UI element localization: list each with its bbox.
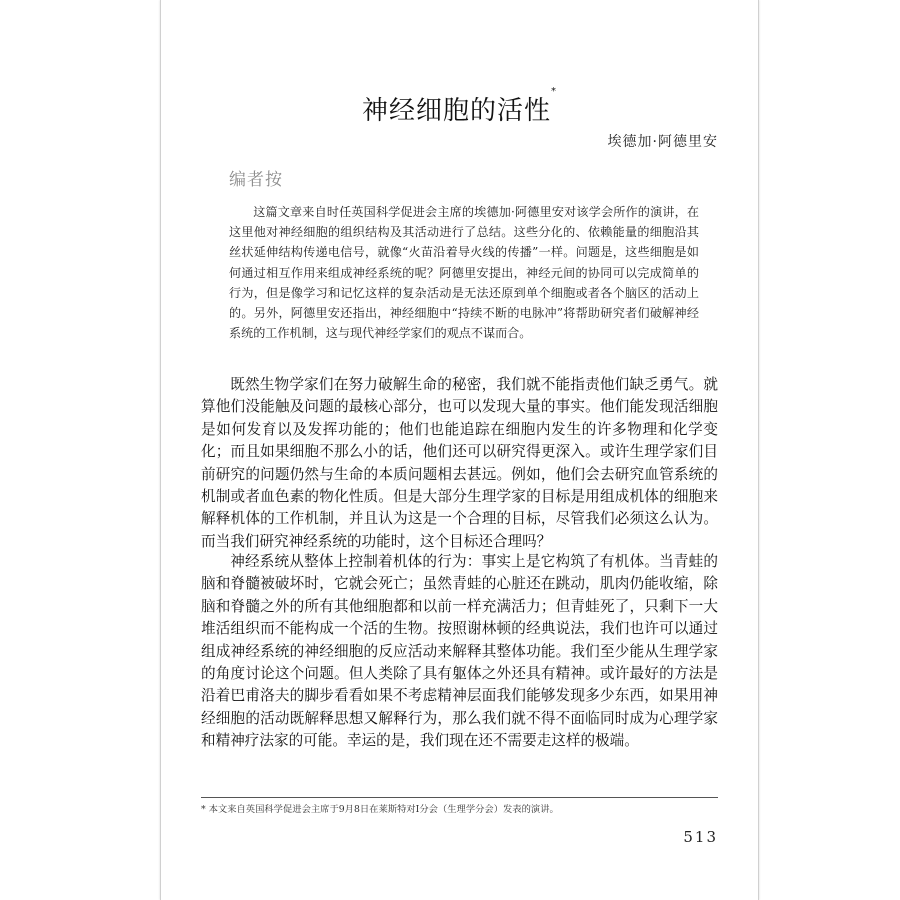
page-number: 513 — [683, 828, 718, 846]
editor-note-text: 这篇文章来自时任英国科学促进会主席的埃德加·阿德里安对该学会所作的演讲，在这里他对神经细胞的组织结构及其活动进行了总结。这些分化的、依赖能量的细胞沿其丝状延伸结构传递电信号，就像“火苗沿着导火线的传播”一样。问题是，这些细胞是如何通过相互作用来组成神经系统的呢？阿德里安提出，神经元间的协同可以完成简单的行为，但是像学习和记忆这样的复杂活动是无法还原到单个细胞或者各个脑区的活动上的。另外，阿德里安还指出，神经细胞中“持续不断的电脉冲”将帮助研究者们破解神经系统的工作机制，这与现代神经学家们的观点不谋而合。 — [229, 205, 699, 341]
editor-note-label: 编者按 — [229, 170, 283, 190]
article-author: 埃德加·阿德里安 — [607, 134, 718, 150]
book-page — [160, 0, 759, 900]
article-title — [201, 86, 718, 127]
body-paragraph-1: 既然生物学家们在努力破解生命的秘密，我们就不能指责他们缺乏勇气。就算他们没能触及问题的最核心部分，也可以发现大量的事实。他们能发现活细胞是如何发育以及发挥功能的；他们也能追踪在细胞内发生的许多物理和化学变化；而且如果细胞不那么小的话，他们还可以研究得更深入。或许生理学家们目前研究的问题仍然与生命的本质问题相去甚远。例如，他们会去研究血管系统的机制或者血色素的物化性质。但是大部分生理学家的目标是用组成机体的细胞来解释机体的工作机制，并且认为这是一个合理的目标，尽管我们必须这么认为。而当我们研究神经系统的功能时，这个目标还合理吗？ — [201, 376, 718, 550]
article-title-text: 神经细胞的活性 — [361, 96, 551, 126]
body-paragraph-2: 神经系统从整体上控制着机体的行为：事实上是它构筑了有机体。当青蛙的脑和脊髓被破坏时，它就会死亡；虽然青蛙的心脏还在跳动，肌肉仍能收缩，除脑和脊髓之外的所有其他细胞都和以前一样充满活力；但青蛙死了，只剩下一大堆活组织而不能构成一个活的生物。按照谢林顿的经典说法，我们也许可以通过组成神经系统的神经细胞的反应活动来解释其整体功能。我们至少能从生理学家的角度讨论这个问题。但人类除了具有躯体之外还具有精神。或许最好的方法是沿着巴甫洛夫的脚步看看如果不考虑精神层面我们能够发现多少东西，如果用神经细胞的活动既解释思想又解释行为，那么我们就不得不面临同时成为心理学家和精神疗法家的可能。幸运的是，我们现在还不需要走这样的极端。 — [201, 553, 718, 750]
footnote: * 本文来自英国科学促进会主席于9月8日在莱斯特对I分会（生理学分会）发表的演讲。 — [201, 804, 559, 815]
footnote-divider — [201, 797, 718, 798]
title-footnote-mark: * — [551, 86, 557, 97]
